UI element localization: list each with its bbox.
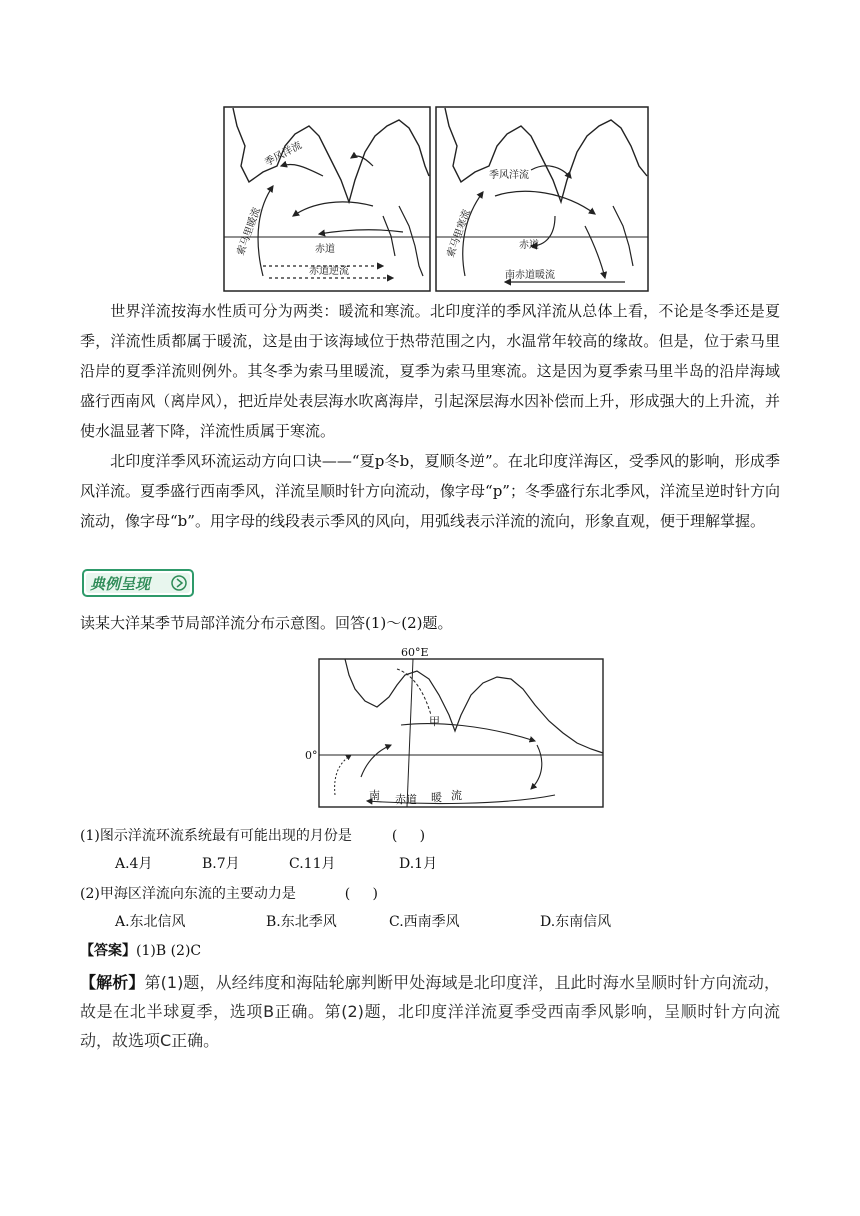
longitude-label: 60°E [401,646,429,659]
analysis-block [80,968,780,1055]
right-south-equatorial-label: 南赤道暖流 [505,270,555,281]
answer-line [80,940,201,962]
badge-label: 典例呈现 [90,575,151,593]
question-intro: 读某大洋某季节局部洋流分布示意图。回答(1)～(2)题。 [80,614,453,632]
q1-option-a[interactable]: A.4月 [115,856,153,872]
summer-map [436,107,648,291]
winter-map [224,107,430,291]
q2-option-b[interactable]: B.东北季风 [266,914,337,930]
question-1-stem: (1)图示洋流环流系统最有可能出现的月份是 ( ) [80,828,426,844]
paragraph-2-text: 北印度洋季风环流运动方向口诀——“夏p冬b，夏顺冬逆”。在北印度洋海区，受季风的影响，形成季风洋流。夏季盛行西南季风，洋流呈顺时针方向流动，像字母“p”；冬季盛行东北季风，洋流呈逆时针方向流动，像字母“b”。用字母的线段表示季风的风向，用弧线表示洋流的流向，形象直观，便于理解掌握。 [80,452,780,530]
right-monsoon-label: 季风洋流 [489,170,529,181]
monsoon-current-maps [223,106,649,292]
question-2-stem: (2)甲海区洋流向东流的主要动力是 ( ) [80,886,378,902]
current-label-1: 南 [369,789,380,802]
monsoon-maps-svg [223,106,649,292]
jia-label: 甲 [429,715,440,728]
q1-option-b[interactable]: B.7月 [202,856,240,872]
paragraph-1-text: 世界洋流按海水性质可分为两类：暖流和寒流。北印度洋的季风洋流从总体上看，不论是冬季还是夏季，洋流性质都属于暖流，这是由于该海域位于热带范围之内，水温常年较高的缘故。但是，位于索马里沿岸的夏季洋流则例外。其冬季为索马里暖流，夏季为索马里寒流。这是因为夏季索马里半岛的沿岸海域盛行西南风（离岸风），把近岸处表层海水吹离海岸，引起深层海水因补偿而上升，形成强大的上升流，并使水温显著下降，洋流性质属于寒流。 [80,302,780,440]
answer-tag: 【答案】 [80,943,136,959]
question-map [305,645,605,809]
current-label-4: 流 [451,789,462,802]
q1-option-c[interactable]: C.11月 [289,856,336,872]
question-map-svg [305,645,605,809]
left-counter-label: 赤道逆流 [309,266,349,277]
example-badge [82,569,194,597]
answer-text: (1)B (2)C [136,943,202,959]
current-label-2: 赤道 [395,793,417,806]
latitude-label: 0° [305,749,318,762]
paragraph-mnemonic [80,446,780,536]
q2-option-d[interactable]: D.东南信风 [540,914,612,930]
q2-option-a[interactable]: A.东北信风 [115,914,186,930]
analysis-text: 第(1)题，从经纬度和海陆轮廓判断甲处海域是北印度洋，且此时海水呈顺时针方向流动，故是在北半球夏季，选项B正确。第(2)题，北印度洋洋流夏季受西南季风影响，呈顺时针方向流动，故选项C正确。 [80,973,780,1050]
paragraph-current-types [80,296,780,446]
left-equator-label: 赤道 [315,244,335,255]
analysis-tag: 【解析】 [80,973,145,992]
q2-option-c[interactable]: C.西南季风 [389,914,460,930]
left-somali-label: 索马里暖流 [235,206,263,258]
left-monsoon-label: 季风洋流 [263,140,304,169]
badge-svg [82,569,194,597]
current-label-3: 暖 [431,791,442,804]
right-equator-label: 赤道 [519,240,539,251]
right-somali-label: 索马里寒流 [445,208,473,260]
q1-option-d[interactable]: D.1月 [399,856,438,872]
